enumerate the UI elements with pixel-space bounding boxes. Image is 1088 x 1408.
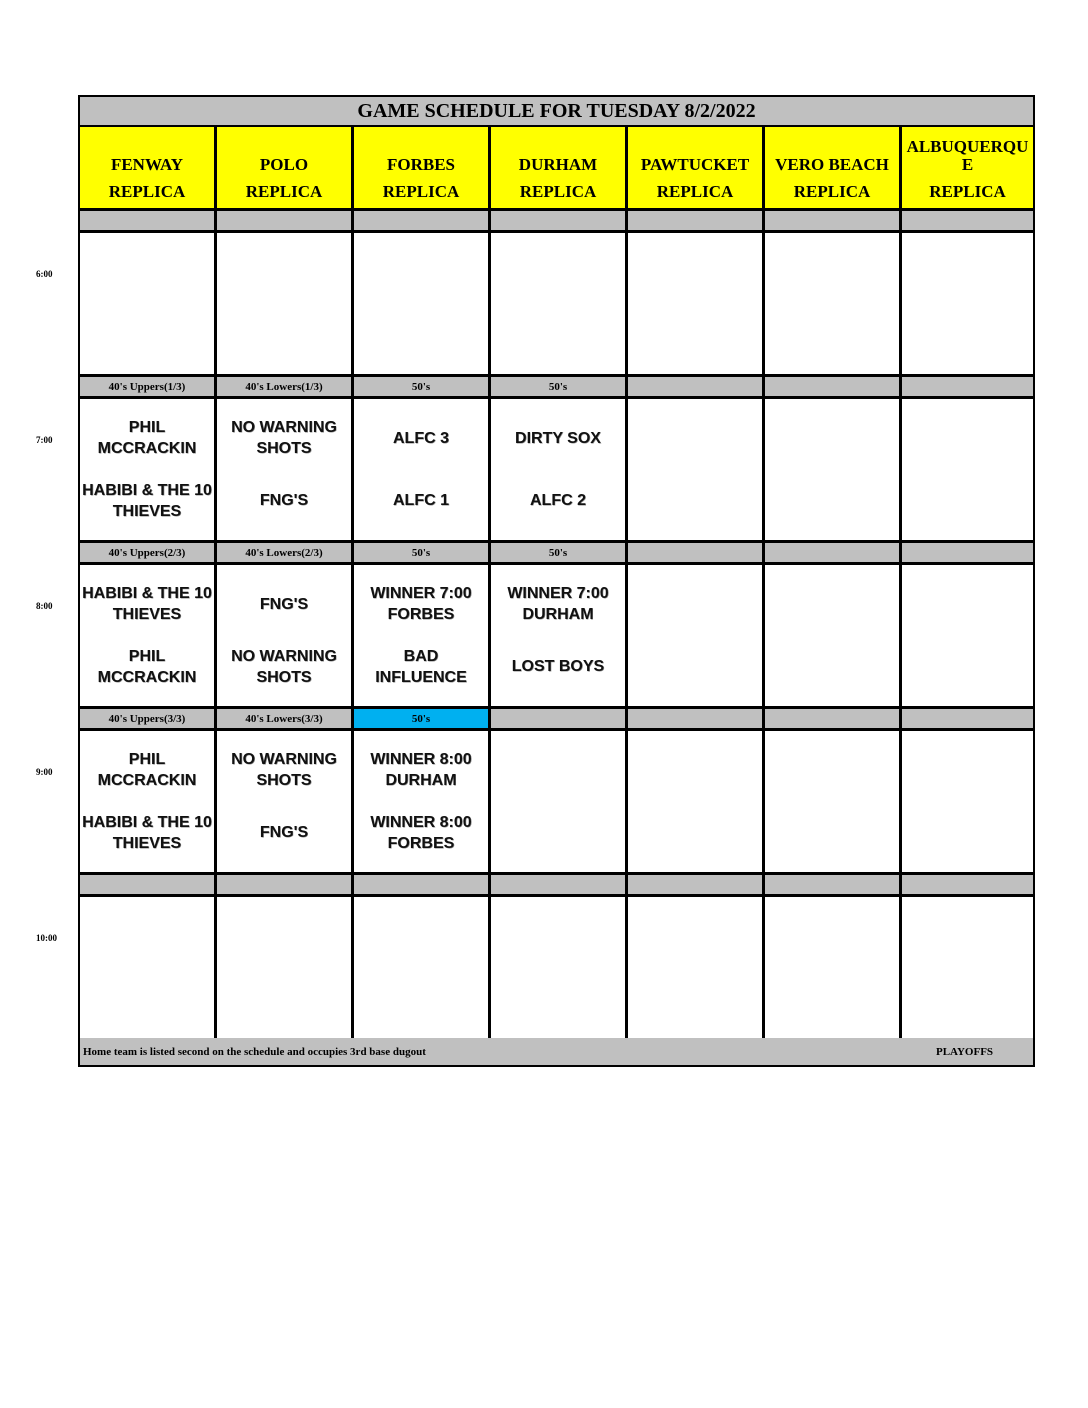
- home-team: BAD INFLUENCE: [375, 647, 467, 686]
- field-sub: REPLICA: [656, 181, 734, 201]
- division-label: 40's Lowers(3/3): [217, 709, 354, 731]
- home-team: WINNER 8:00 FORBES: [370, 813, 472, 852]
- time-label: 7:00: [36, 435, 53, 445]
- game-slot: [628, 399, 765, 543]
- field-header-1: [217, 127, 354, 211]
- home-team: ALFC 1: [393, 492, 449, 510]
- home-team: FNG'S: [259, 492, 309, 510]
- field-sub: REPLICA: [382, 181, 460, 201]
- division-label: [628, 211, 765, 233]
- field-header-3: [491, 127, 628, 211]
- away-team: HABIBI & THE 10 THIEVES: [82, 585, 212, 624]
- footer-tag: PLAYOFFS: [936, 1046, 994, 1058]
- footer-note: Home team is listed second on the schedule and occupies 3rd base dugout: [83, 1046, 426, 1058]
- division-label: [354, 875, 491, 897]
- field-sub: REPLICA: [519, 181, 597, 201]
- division-label: [765, 543, 902, 565]
- division-label: [765, 211, 902, 233]
- game-slot: [217, 233, 354, 377]
- field-name: PAWTUCKET: [640, 154, 750, 174]
- division-label: [902, 377, 1033, 399]
- home-team: FNG'S: [259, 824, 309, 842]
- time-label: 6:00: [36, 269, 53, 279]
- division-label: [628, 709, 765, 731]
- division-label: [765, 709, 902, 731]
- division-label: [902, 709, 1033, 731]
- away-team: PHIL MCCRACKIN: [97, 751, 197, 790]
- game-slot: [217, 565, 354, 709]
- game-slot: [354, 399, 491, 543]
- game-slot: [217, 897, 354, 1041]
- field-header-5: [765, 127, 902, 211]
- away-team: NO WARNING SHOTS: [231, 419, 337, 458]
- game-slot: [354, 233, 491, 377]
- division-label: [628, 875, 765, 897]
- game-slot: [491, 897, 628, 1041]
- game-slot: [354, 731, 491, 875]
- game-slot: [354, 897, 491, 1041]
- game-slot: [765, 897, 902, 1041]
- game-slot: [80, 233, 217, 377]
- game-slot: [80, 565, 217, 709]
- game-slot: [628, 565, 765, 709]
- time-label: 9:00: [36, 767, 53, 777]
- game-slot: [354, 565, 491, 709]
- division-label: [80, 875, 217, 897]
- away-team: WINNER 8:00 DURHAM: [370, 751, 472, 790]
- game-slot: [765, 399, 902, 543]
- field-sub: REPLICA: [929, 181, 1006, 201]
- division-label: [765, 377, 902, 399]
- game-slot: [765, 565, 902, 709]
- field-name: VERO BEACH: [775, 154, 889, 174]
- home-team: ALFC 2: [530, 492, 586, 510]
- home-team: PHIL MCCRACKIN: [97, 647, 197, 686]
- division-label: 40's Uppers(2/3): [80, 543, 217, 565]
- game-slot: [491, 399, 628, 543]
- field-sub: REPLICA: [793, 181, 871, 201]
- footer-bar: [80, 1038, 1033, 1065]
- game-slot: [902, 399, 1033, 543]
- schedule-title: GAME SCHEDULE FOR TUESDAY 8/2/2022: [80, 97, 1033, 127]
- away-team: WINNER 7:00 DURHAM: [507, 585, 609, 624]
- away-team: FNG'S: [259, 595, 309, 613]
- field-sub: REPLICA: [245, 181, 323, 201]
- game-slot: [80, 731, 217, 875]
- time-label: 10:00: [36, 933, 57, 943]
- division-label: [902, 543, 1033, 565]
- field-header-0: [80, 127, 217, 211]
- away-team: DIRTY SOX: [515, 429, 601, 447]
- field-name: FORBES: [386, 154, 456, 174]
- game-slot: [628, 233, 765, 377]
- division-label: [491, 875, 628, 897]
- game-slot: [765, 233, 902, 377]
- game-slot: [491, 565, 628, 709]
- game-slot: [80, 897, 217, 1041]
- game-slot: [765, 731, 902, 875]
- division-label: 40's Lowers(2/3): [217, 543, 354, 565]
- division-label: [354, 211, 491, 233]
- game-slot: [491, 731, 628, 875]
- field-name: FENWAY: [110, 154, 184, 174]
- game-slot: [80, 399, 217, 543]
- game-slot: [628, 897, 765, 1041]
- home-team: LOST BOYS: [511, 658, 605, 676]
- division-label: [491, 211, 628, 233]
- home-team: NO WARNING SHOTS: [231, 647, 337, 686]
- game-slot: [902, 233, 1033, 377]
- division-label: [80, 211, 217, 233]
- division-label: [217, 211, 354, 233]
- game-slot: [217, 399, 354, 543]
- division-label: 50's: [354, 377, 491, 399]
- field-name: ALBUQUERQU E: [906, 136, 1029, 174]
- division-label: [765, 875, 902, 897]
- division-label: 40's Uppers(1/3): [80, 377, 217, 399]
- field-header-6: [902, 127, 1033, 211]
- field-sub: REPLICA: [108, 181, 186, 201]
- field-header-4: [628, 127, 765, 211]
- field-name: POLO: [259, 154, 309, 174]
- division-label: [628, 543, 765, 565]
- field-header-2: [354, 127, 491, 211]
- field-name: DURHAM: [518, 154, 598, 174]
- away-team: ALFC 3: [393, 429, 449, 447]
- away-team: NO WARNING SHOTS: [231, 751, 337, 790]
- division-label: 50's: [491, 543, 628, 565]
- game-slot: [902, 565, 1033, 709]
- division-label: [902, 211, 1033, 233]
- game-slot: [628, 731, 765, 875]
- division-label: [217, 875, 354, 897]
- away-team: PHIL MCCRACKIN: [97, 419, 197, 458]
- division-label: 50's: [354, 709, 491, 731]
- division-label: [491, 709, 628, 731]
- division-label: [628, 377, 765, 399]
- game-slot: [491, 233, 628, 377]
- division-label: 40's Uppers(3/3): [80, 709, 217, 731]
- division-label: 40's Lowers(1/3): [217, 377, 354, 399]
- home-team: HABIBI & THE 10 THIEVES: [82, 813, 212, 852]
- division-label: 50's: [491, 377, 628, 399]
- home-team: HABIBI & THE 10 THIEVES: [82, 481, 212, 520]
- away-team: WINNER 7:00 FORBES: [370, 585, 472, 624]
- game-slot: [217, 731, 354, 875]
- game-slot: [902, 897, 1033, 1041]
- division-label: 50's: [354, 543, 491, 565]
- schedule-sheet: [78, 95, 1035, 1067]
- game-slot: [902, 731, 1033, 875]
- division-label: [902, 875, 1033, 897]
- time-label: 8:00: [36, 601, 53, 611]
